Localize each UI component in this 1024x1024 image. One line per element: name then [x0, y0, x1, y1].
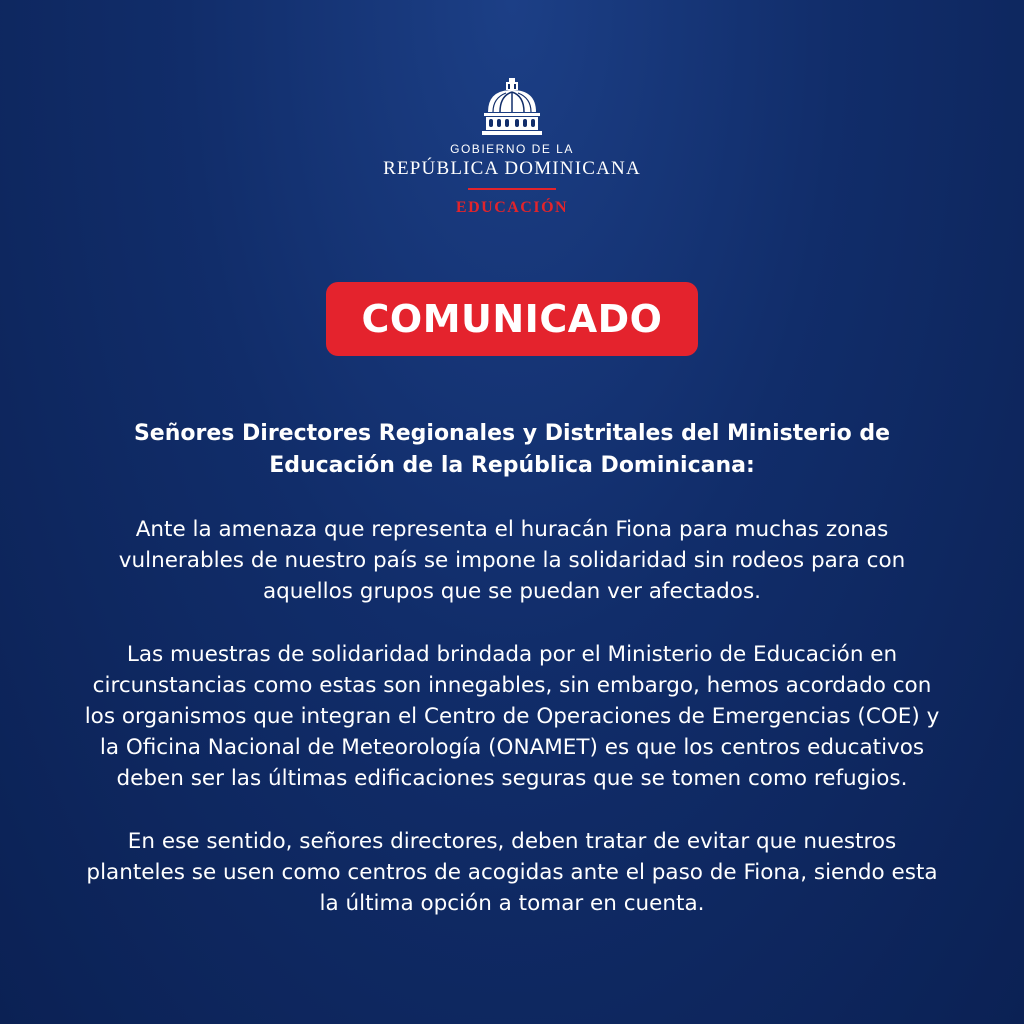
salutation: Señores Directores Regionales y Distritales del Ministerio de Educación de la República Dominicana: — [133, 421, 891, 478]
ministry-name: EDUCACIÓN — [455, 199, 569, 216]
comunicado-badge — [326, 282, 698, 356]
paragraph-1: Ante la amenaza que representa el huracán Fiona para muchas zonas vulnerables de nuestro país se impone la solidaridad sin rodeos para con aquellos grupos que se puedan ver afectados. — [118, 517, 906, 604]
gov-line-1: GOBIERNO DE LA — [450, 142, 574, 156]
government-logo — [0, 78, 1024, 217]
gov-line-2: REPÚBLICA DOMINICANA — [383, 158, 641, 179]
red-divider — [468, 188, 556, 190]
communique-body — [82, 418, 942, 919]
palace-dome-icon — [480, 78, 544, 136]
badge-label: COMUNICADO — [361, 297, 663, 341]
paragraph-3: En ese sentido, señores directores, deben tratar de evitar que nuestros planteles se usen como centros de acogidas ante el paso de Fiona, siendo esta la última opción a tomar en cuenta. — [86, 829, 938, 916]
paragraph-2: Las muestras de solidaridad brindada por el Ministerio de Educación en circunstancias como estas son innegables, sin embargo, hemos acordado con los organismos que integran el Centro de Operaciones de Emergencias (COE) y la Oficina Nacional de Meteorología (ONAMET) es que los centros educativos deben ser las últimas edificaciones seguras que se tomen como refugios. — [84, 642, 940, 791]
